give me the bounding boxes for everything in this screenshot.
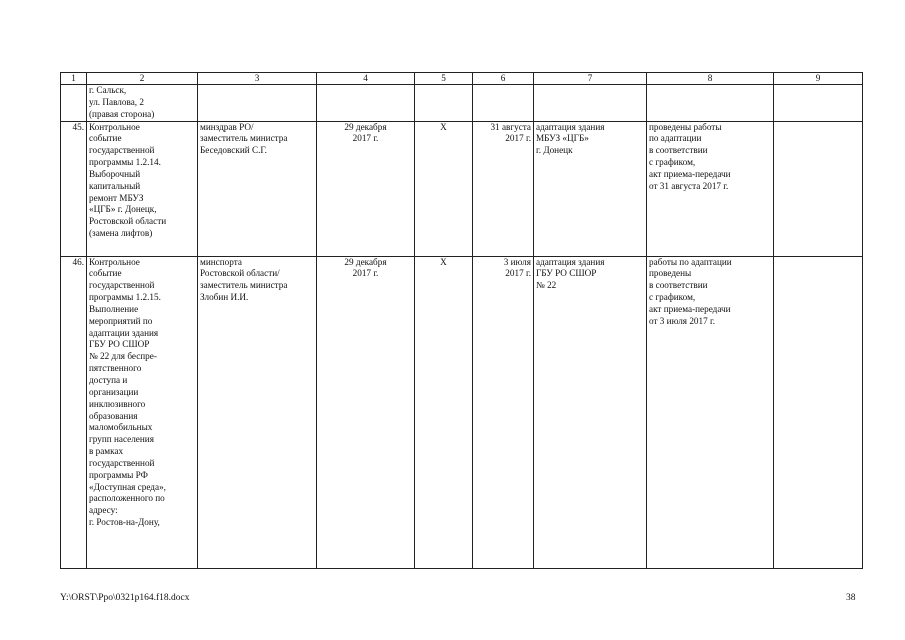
cell-line: № 22 [536,280,557,291]
cell-line: (замена лифтов) [89,228,153,239]
table-row [61,256,863,568]
cell-line: в соответствии [649,145,708,156]
cell-line: государственной [89,457,155,468]
event-cell [87,85,198,122]
cell-line: расположенного по [89,493,165,504]
cell-line: государственной [89,280,155,291]
cell-line: адаптации здания [89,327,159,338]
responsible-cell [198,256,317,568]
cell-line: ГБУ РО СШОР [536,268,597,279]
cell-line: г. Сальск, [89,85,127,95]
column-number: 1 [61,73,87,85]
cell-line: Злобин И.И. [200,292,249,303]
cell-line: заместитель министра [200,133,288,144]
cell-line: Беседовский С.Г. [200,145,267,156]
table-row [61,121,863,256]
cell-line: «Доступная среда», [89,481,166,492]
cell-line: 3 июля [503,256,531,267]
planned-date-cell [317,85,415,122]
cell-line: минспорта [200,256,242,267]
cell-line: с графиком, [649,292,696,303]
cell-line: г. Донецк [536,145,573,156]
cell-line: от 3 июля 2017 г. [649,315,716,326]
cell-line: от 31 августа 2017 г. [649,180,729,191]
page-number: 38 [846,593,856,603]
cell-line: программы 1.2.15. [89,292,161,303]
note-cell [774,121,863,256]
status-cell [647,85,774,122]
mark-cell: X [415,256,473,568]
row-number-cell: 46. [61,256,87,568]
cell-line: ремонт МБУЗ [89,192,144,203]
column-number: 9 [774,73,863,85]
cell-line: 2017 г. [352,133,379,144]
cell-line: минздрав РО/ [200,121,254,132]
actual-date-cell [473,121,534,256]
cell-line: 2017 г. [352,268,379,279]
column-number: 8 [647,73,774,85]
cell-line: проведены работы [649,121,722,132]
planned-date-cell [317,121,415,256]
cell-line: доступа и [89,374,128,385]
column-number: 2 [87,73,198,85]
cell-line: адаптация здания [536,256,605,267]
actual-date-cell [473,256,534,568]
cell-line: событие [89,133,122,144]
column-number-row [61,73,863,85]
cell-line: событие [89,268,122,279]
note-cell [774,85,863,122]
cell-line: Контрольное [89,256,140,267]
cell-line: государственной [89,145,155,156]
status-cell [647,121,774,256]
cell-line: № 22 для беспре- [89,351,157,362]
cell-line: «ЦГБ» г. Донецк, [89,204,157,215]
cell-line: адаптация здания [536,121,605,132]
cell-line: по адаптации [649,133,702,144]
cell-line: акт приема-передачи [649,303,731,314]
cell-line: образования [89,410,138,421]
row-number-cell: 45. [61,121,87,256]
cell-line: в рамках [89,446,124,457]
cell-line: ул. Павлова, 2 [89,96,144,107]
cell-line: Ростовской области/ [200,268,280,279]
cell-line: МБУЗ «ЦГБ» [536,133,589,144]
cell-line: ГБУ РО СШОР [89,339,150,350]
column-number: 7 [534,73,647,85]
responsible-cell [198,121,317,256]
cell-line: инклюзивного [89,398,146,409]
cell-line: мероприятий по [89,315,153,326]
cell-line: маломобильных [89,422,153,433]
cell-line: в соответствии [649,280,708,291]
data-table [60,72,863,569]
cell-line: 2017 г. [505,268,531,279]
mark-cell [415,85,473,122]
result-cell [534,85,647,122]
table-row-continuation [61,85,863,122]
cell-line: пятственного [89,363,142,374]
cell-line: 29 декабря [344,256,387,267]
actual-date-cell [473,85,534,122]
mark-cell: X [415,121,473,256]
status-cell [647,256,774,568]
cell-line: организации [89,386,139,397]
cell-line: Контрольное [89,121,140,132]
cell-line: адресу: [89,505,118,516]
responsible-cell [198,85,317,122]
cell-line: групп населения [89,434,154,445]
row-number-cell [61,85,87,122]
cell-line: Ростовской области [89,216,167,227]
cell-line: (правая сторона) [89,108,155,119]
cell-line: г. Ростов-на-Дону, [89,517,160,528]
cell-line: проведены [649,268,692,279]
cell-line: 29 декабря [344,121,387,132]
cell-line: работы по адаптации [649,256,732,267]
cell-line: программы РФ [89,469,148,480]
cell-line: акт приема-передачи [649,168,731,179]
column-number: 3 [198,73,317,85]
cell-line: Выполнение [89,303,139,314]
column-number: 4 [317,73,415,85]
cell-line: заместитель министра [200,280,288,291]
cell-line: Выборочный [89,168,141,179]
cell-line: капитальный [89,180,141,191]
cell-line: программы 1.2.14. [89,157,161,168]
event-cell [87,256,198,568]
cell-line: 31 августа [490,121,531,132]
cell-line: с графиком, [649,157,696,168]
event-cell [87,121,198,256]
result-cell [534,121,647,256]
footer-file-path: Y:\ORST\Ppo\0321p164.f18.docx [60,593,190,603]
planned-date-cell [317,256,415,568]
result-cell [534,256,647,568]
column-number: 6 [473,73,534,85]
column-number: 5 [415,73,473,85]
cell-line: 2017 г. [505,133,531,144]
note-cell [774,256,863,568]
